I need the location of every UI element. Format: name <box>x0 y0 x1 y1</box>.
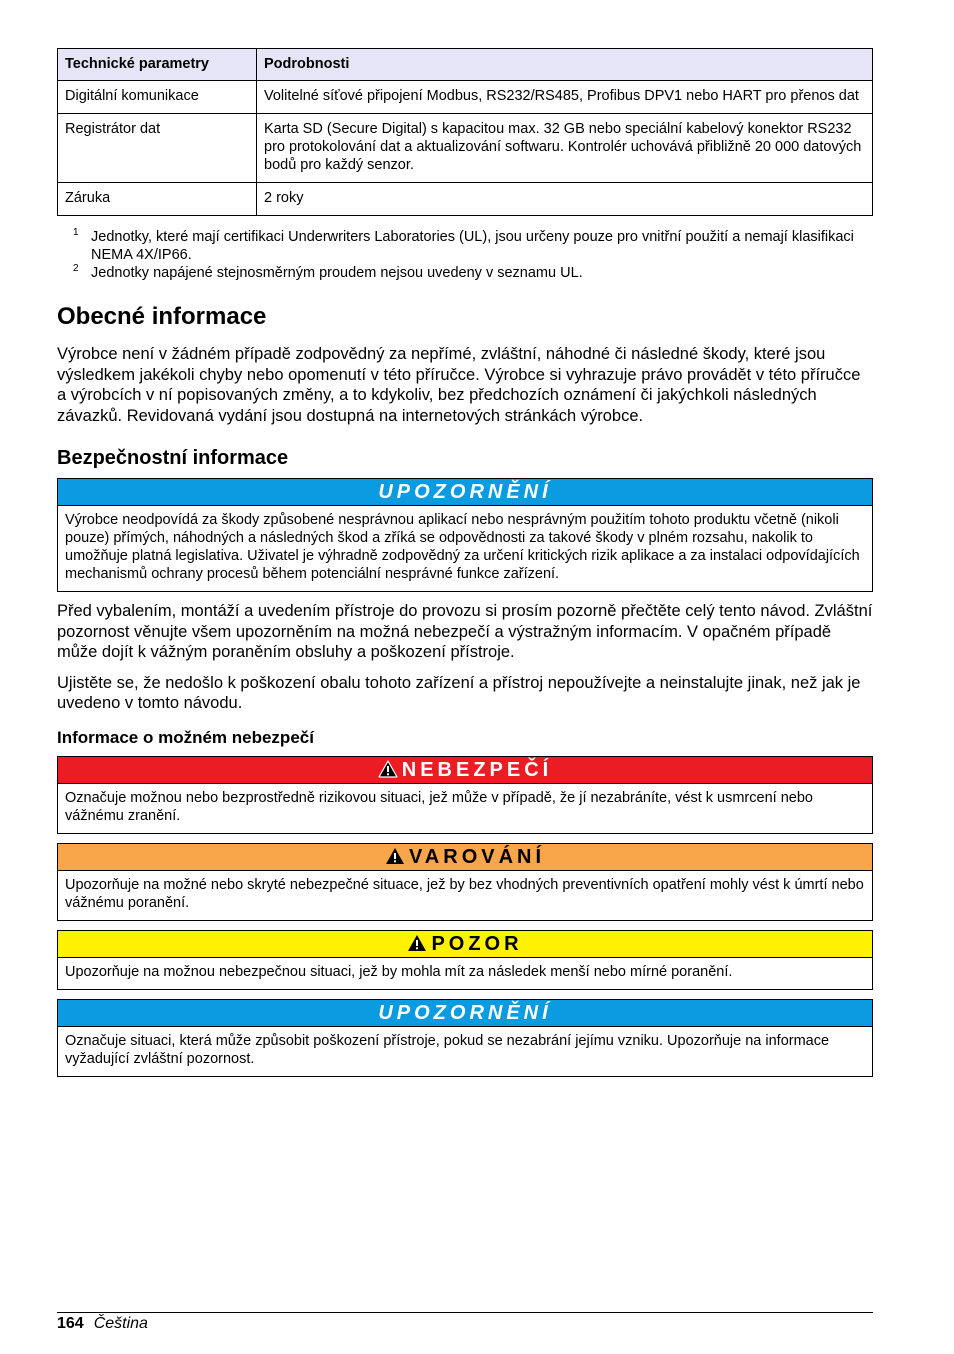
safety-paragraph: Před vybalením, montáží a uvedením přístroje do provozu si prosím pozorně přečtěte celý tento návod. Zvláštní pozornost věnujte všem upozorněním na možná nebezpečí a výstražným informacím. V opačném případě může dojít k vážným poraněním obsluhy a poškození přístroje. <box>57 602 873 661</box>
general-paragraph: Výrobce není v žádném případě zodpovědný za nepřímé, zvláštní, náhodné či následné škody, které jsou výsledkem jakékoli chyby nebo opomenutí v této příručce. Výrobce si vyhrazuje právo provádět v této příručce a výrobcích v ní popisovaných změny, a to kdykoliv, bez předchozích oznámení či jakýchkoli následných závazků. Revidovaná vydání jsou dostupná na internetových stránkách výrobce. <box>57 345 861 425</box>
table-cell: Záruka <box>58 183 257 216</box>
caution-text: Upozorňuje na možnou nebezpečnou situaci, jež by mohla mít za následek menší nebo mírné poranění. <box>65 963 733 980</box>
section-title-hazard: Informace o možném nebezpečí <box>57 727 314 747</box>
caution-box <box>57 930 873 990</box>
danger-label: NEBEZPEČÍ <box>401 758 553 781</box>
footnotes <box>57 228 873 282</box>
table-header-row <box>58 49 873 81</box>
page-footer <box>57 1312 873 1333</box>
caution-label: POZOR <box>431 932 523 955</box>
footnote-mark: 1 <box>73 227 79 238</box>
table-row <box>58 183 873 216</box>
warning-triangle-icon <box>385 847 405 865</box>
column-header: Technické parametry <box>58 49 257 81</box>
page-number: 164 <box>57 1315 84 1332</box>
section-title-safety: Bezpečnostní informace <box>57 447 289 469</box>
table-cell: Karta SD (Secure Digital) s kapacitou max. 32 GB nebo speciální kabelový konektor RS232 pro protokolování dat a aktualizování softwaru. Kontrolér uchovává přibližně 20 000 datových bodů pro každý senzor. <box>257 114 873 183</box>
notice-box <box>57 999 873 1077</box>
table-row <box>58 114 873 183</box>
footnote <box>57 264 873 282</box>
notice-box <box>57 478 873 592</box>
warning-text: Upozorňuje na možné nebo skryté nebezpečné situace, jež by bez vhodných preventivních opatření mohly vést k úmrtí nebo vážnému poranění. <box>65 876 864 911</box>
table-cell: Registrátor dat <box>58 114 257 183</box>
warning-label: VAROVÁNÍ <box>408 845 546 868</box>
section-title-general: Obecné informace <box>57 303 267 330</box>
notice-text: Označuje situaci, která může způsobit poškození přístroje, pokud se nezabrání jejímu vzniku. Upozorňuje na informace vyžadující zvláštní pozornost. <box>65 1032 830 1067</box>
specifications-table <box>57 48 873 216</box>
page-content <box>57 48 873 1086</box>
danger-header <box>58 757 872 784</box>
table-cell: Volitelné síťové připojení Modbus, RS232/RS485, Profibus DPV1 nebo HART pro přenos dat <box>257 81 873 114</box>
danger-box <box>57 756 873 834</box>
warning-triangle-icon <box>407 934 427 952</box>
table-cell: Digitální komunikace <box>58 81 257 114</box>
notice-header: UPOZORNĚNÍ <box>58 1000 872 1027</box>
notice-text: Výrobce neodpovídá za škody způsobené nesprávnou aplikací nebo nesprávným použitím tohoto produktu včetně (nikoli pouze) přímých, náhodných a následných škod a zříká se odpovědnosti za takové škody v plném rozsahu, nakolik to umožňuje platná legislativa. Uživatel je výhradně zodpovědný za určení kritických rizik aplikace a za instalaci odpovídajících mechanismů ochrany procesů během potenciální nesprávné funkce zařízení. <box>65 512 860 582</box>
footnote-text: Jednotky napájené stejnosměrným proudem nejsou uvedeny v seznamu UL. <box>91 265 583 281</box>
warning-triangle-icon <box>378 760 398 778</box>
footnote-mark: 2 <box>73 263 79 274</box>
safety-paragraph: Ujistěte se, že nedošlo k poškození obalu tohoto zařízení a přístroj nepoužívejte a neinstalujte jinak, než jak je uvedeno v tomto návodu. <box>57 673 861 712</box>
footnote <box>57 228 873 264</box>
column-header: Podrobnosti <box>257 49 873 81</box>
footnote-text: Jednotky, které mají certifikaci Underwriters Laboratories (UL), jsou určeny pouze pro vnitřní použití a nemají klasifikaci NEMA 4X/IP66. <box>91 229 854 263</box>
table-cell: 2 roky <box>257 183 873 216</box>
table-row <box>58 81 873 114</box>
notice-header: UPOZORNĚNÍ <box>58 479 872 506</box>
danger-text: Označuje možnou nebo bezprostředně rizikovou situaci, jež může v případě, že jí nezabráníte, vést k usmrcení nebo vážnému zranění. <box>65 789 813 824</box>
caution-header <box>58 931 872 958</box>
footer-language: Čeština <box>93 1315 148 1332</box>
warning-box <box>57 843 873 921</box>
warning-header <box>58 844 872 871</box>
